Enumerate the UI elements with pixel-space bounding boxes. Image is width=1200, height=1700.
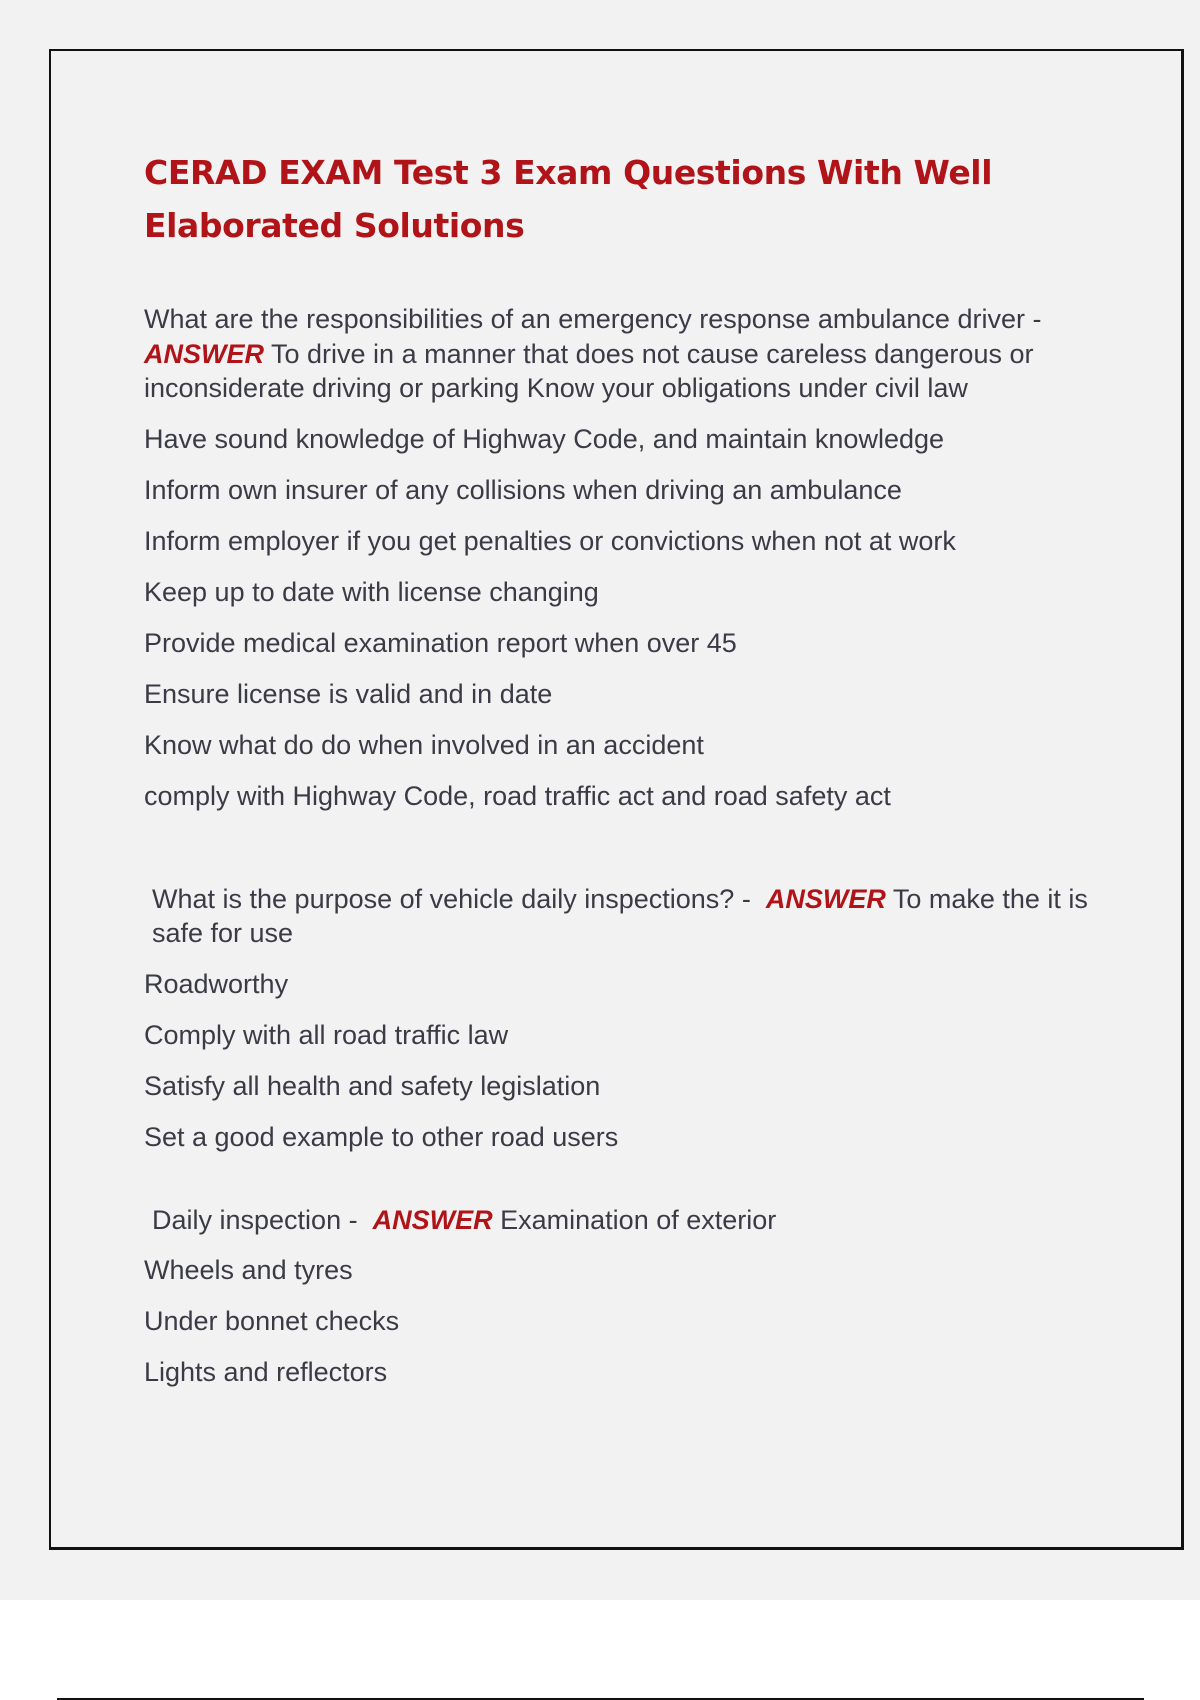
list-item: comply with Highway Code, road traffic act and road safety act bbox=[144, 780, 891, 811]
list-item: Comply with all road traffic law bbox=[144, 1019, 509, 1050]
question-2-answer: To make the it is safe for use bbox=[152, 883, 1088, 948]
question-1-text: What are the responsibilities of an emergency response ambulance driver - bbox=[144, 304, 1042, 334]
question-1 bbox=[144, 302, 1094, 406]
list-item: Know what do do when involved in an accident bbox=[144, 729, 704, 760]
question-3 bbox=[144, 1203, 1094, 1238]
document-title: CERAD EXAM Test 3 Exam Questions With Well Elaborated Solutions bbox=[144, 153, 993, 245]
list-item: Provide medical examination report when over 45 bbox=[144, 627, 737, 658]
list-item: Have sound knowledge of Highway Code, and maintain knowledge bbox=[144, 423, 945, 454]
list-item: Inform employer if you get penalties or convictions when not at work bbox=[144, 525, 956, 556]
list-item: Lights and reflectors bbox=[144, 1357, 388, 1387]
answer-label: ANSWER bbox=[144, 338, 264, 369]
list-item: Ensure license is valid and in date bbox=[144, 678, 553, 709]
question-3-text: Daily inspection - bbox=[152, 1204, 358, 1235]
list-item: Set a good example to other road users bbox=[144, 1121, 619, 1152]
document-body bbox=[144, 302, 1094, 1406]
answer-label: ANSWER bbox=[765, 883, 886, 914]
list-item: Satisfy all health and safety legislation bbox=[144, 1070, 601, 1101]
list-item: Inform own insurer of any collisions when driving an ambulance bbox=[144, 474, 902, 505]
answer-label: ANSWER bbox=[372, 1204, 493, 1235]
list-item: Roadworthy bbox=[144, 968, 289, 999]
question-1-answer: To drive in a manner that does not cause careless dangerous or inconsiderate driving or parking Know your obligations under civil law bbox=[144, 338, 1034, 403]
list-item: Under bonnet checks bbox=[144, 1306, 400, 1336]
question-3-answer: Examination of exterior bbox=[500, 1204, 777, 1235]
section-spacer bbox=[144, 830, 1094, 882]
list-item: Wheels and tyres bbox=[144, 1255, 353, 1285]
section-spacer bbox=[144, 1171, 1094, 1203]
list-item: Keep up to date with license changing bbox=[144, 576, 599, 607]
question-2 bbox=[144, 882, 1094, 951]
question-2-text: What is the purpose of vehicle daily inspections? - bbox=[152, 883, 751, 914]
